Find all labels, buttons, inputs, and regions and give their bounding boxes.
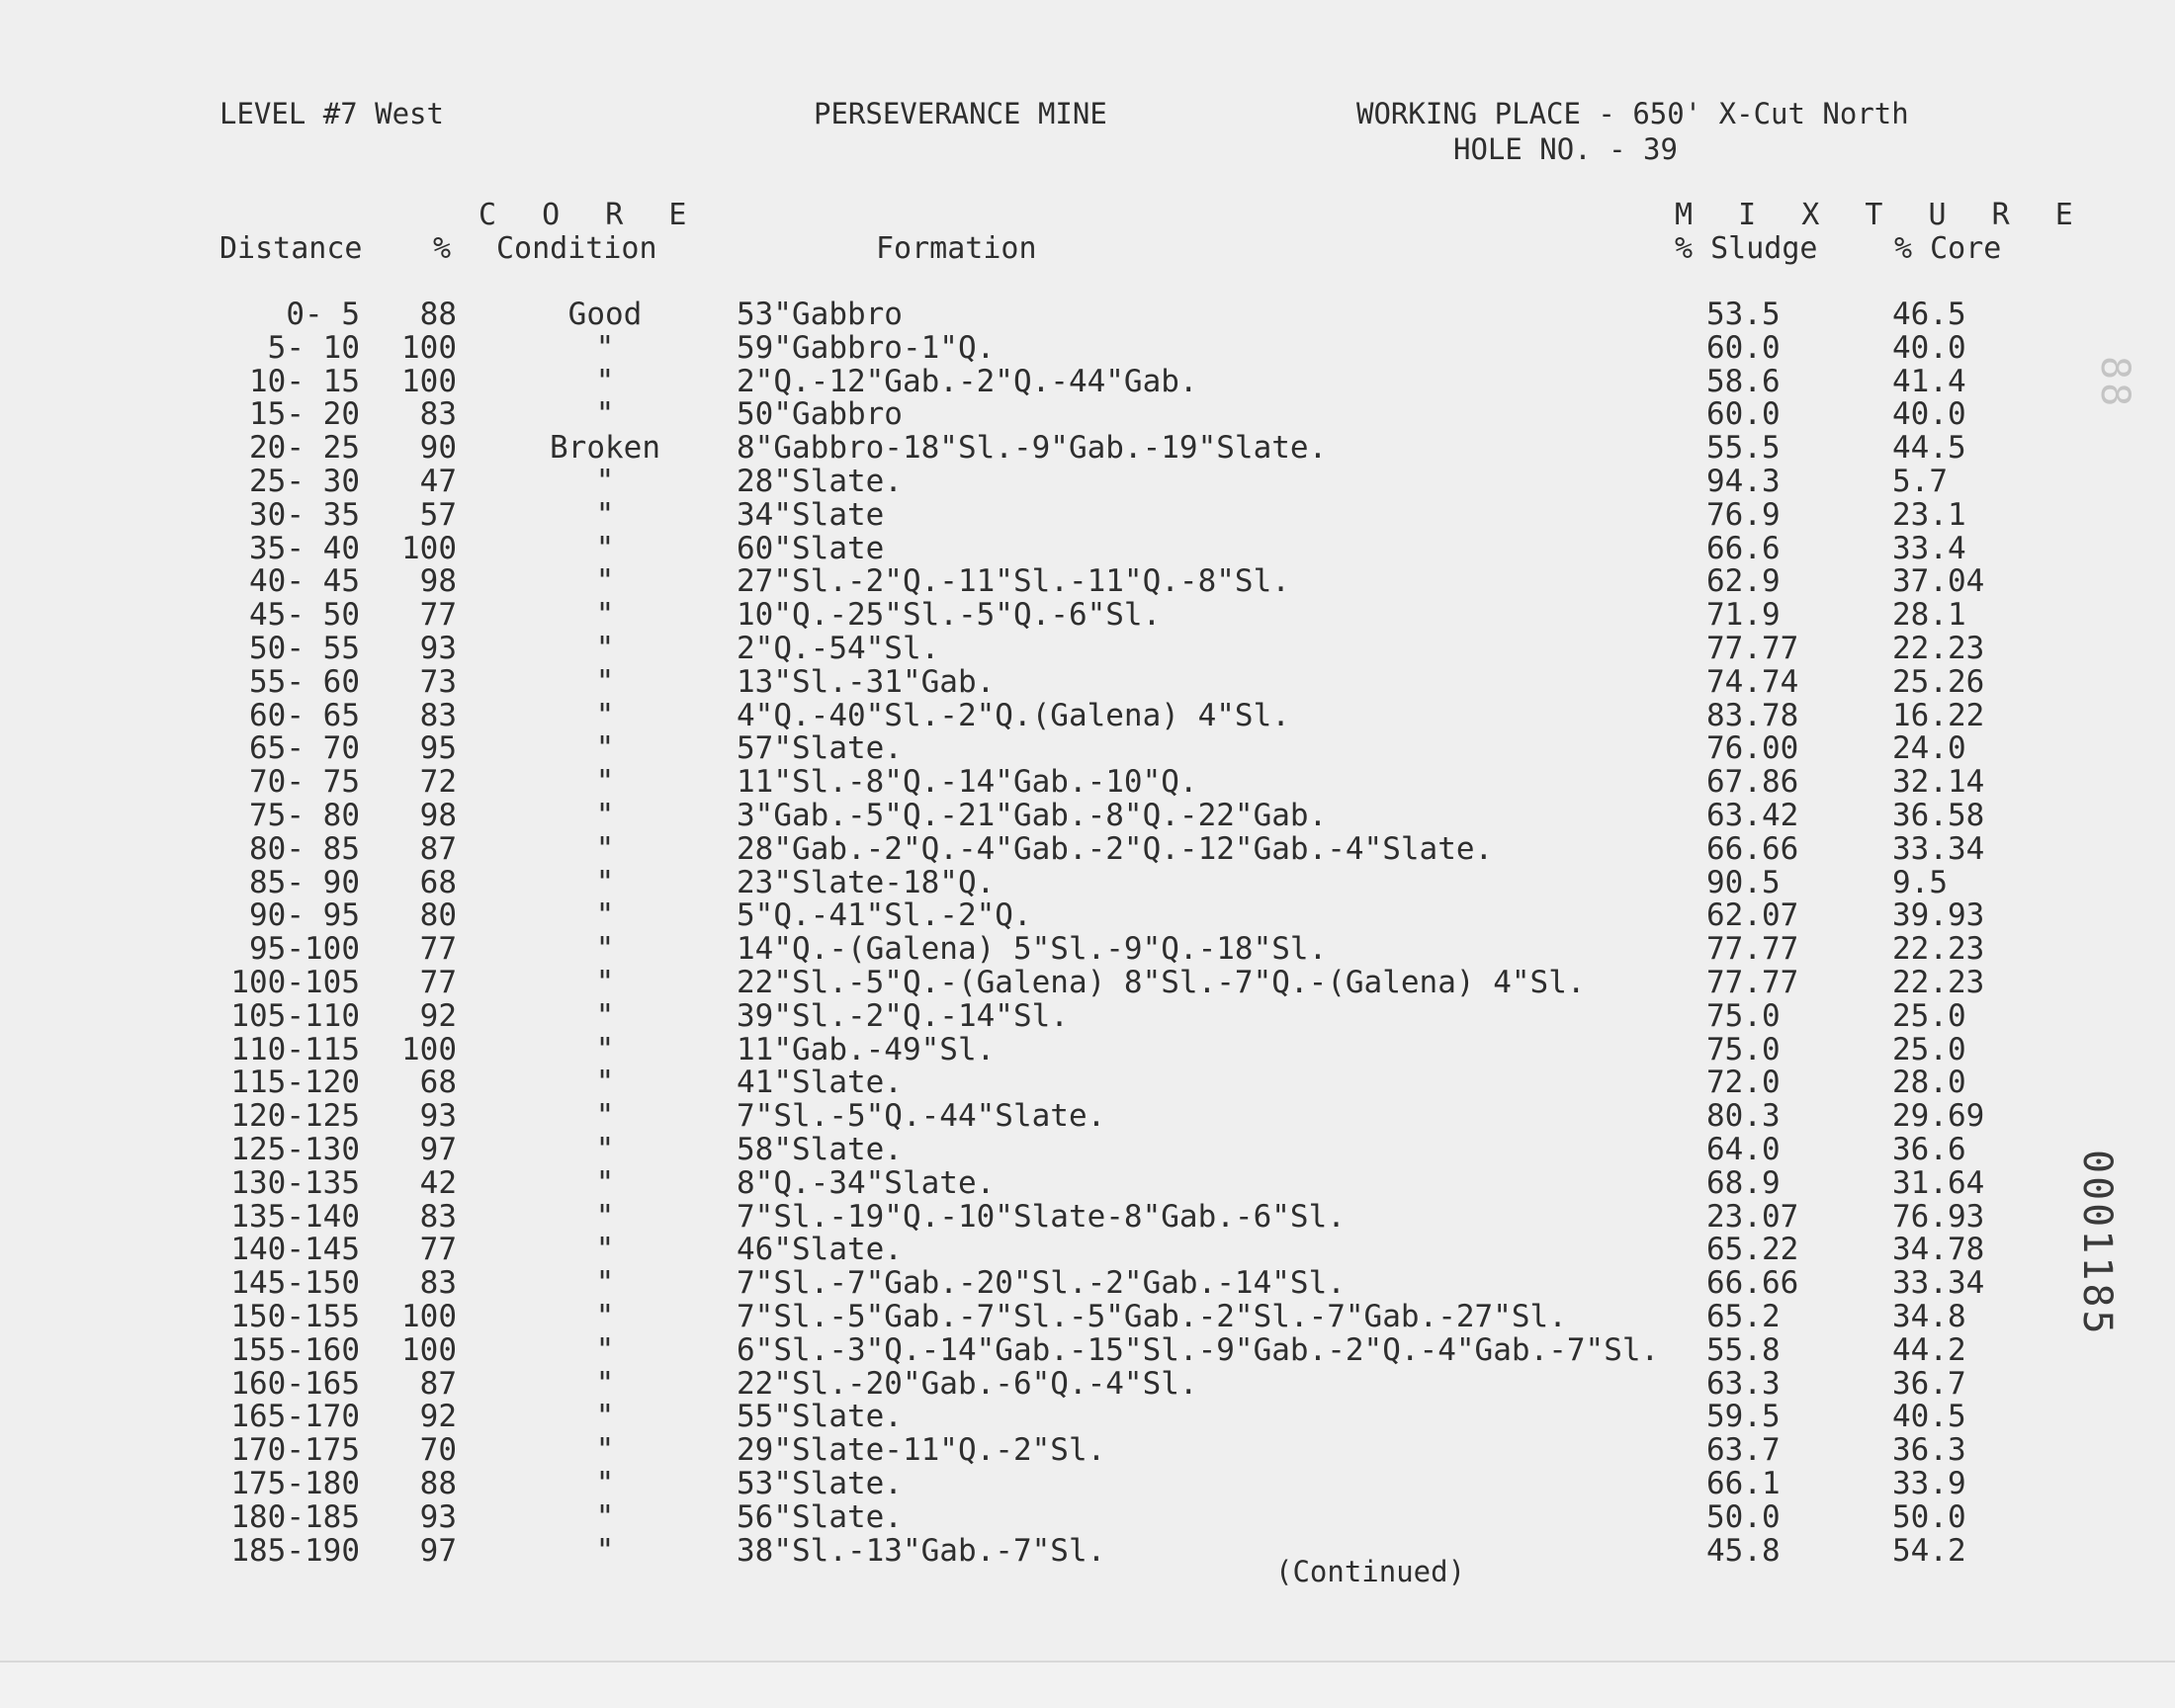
row-formation: 22"Sl.-20"Gab.-6"Q.-4"Sl. xyxy=(737,1365,1198,1402)
row-formation: 7"Sl.-5"Gab.-7"Sl.-5"Gab.-2"Sl.-7"Gab.-27"Sl. xyxy=(737,1299,1567,1334)
row-condition: " xyxy=(595,1198,615,1235)
row-distance: 100-105 xyxy=(230,965,360,1000)
row-sludge-percent: 76.9 xyxy=(1706,496,1781,533)
row-condition: Good xyxy=(567,297,643,332)
row-core-percent: 77 xyxy=(419,931,457,968)
row-condition: " xyxy=(595,730,615,767)
formation-header: Formation xyxy=(876,231,1037,266)
table-row xyxy=(0,531,2175,564)
table-row xyxy=(0,1165,2175,1199)
row-mixture-core-percent: 22.23 xyxy=(1892,631,1985,666)
row-formation: 2"Q.-12"Gab.-2"Q.-44"Gab. xyxy=(737,363,1198,399)
table-row xyxy=(0,1432,2175,1469)
row-mixture-core-percent: 34.78 xyxy=(1892,1232,1985,1268)
row-core-percent: 47 xyxy=(419,464,457,499)
row-distance: 35- 40 xyxy=(249,530,360,566)
row-sludge-percent: 60.0 xyxy=(1706,329,1781,366)
row-core-percent: 93 xyxy=(419,1498,457,1535)
table-row xyxy=(0,965,2175,998)
table-row xyxy=(0,1132,2175,1165)
row-distance: 90- 95 xyxy=(249,897,360,934)
level-label: LEVEL #7 West xyxy=(219,97,444,130)
row-distance: 130-135 xyxy=(230,1164,360,1201)
row-formation: 28"Slate. xyxy=(737,464,903,499)
row-formation: 5"Q.-41"Sl.-2"Q. xyxy=(737,897,1032,934)
row-sludge-percent: 62.9 xyxy=(1706,563,1781,600)
row-distance: 165-170 xyxy=(230,1399,360,1435)
row-distance: 75- 80 xyxy=(249,798,360,833)
row-condition: " xyxy=(595,663,615,700)
row-mixture-core-percent: 32.14 xyxy=(1892,764,1985,801)
row-condition: " xyxy=(595,1065,615,1101)
table-row xyxy=(0,330,2175,364)
row-formation: 50"Gabbro xyxy=(737,396,903,433)
row-formation: 3"Gab.-5"Q.-21"Gab.-8"Q.-22"Gab. xyxy=(737,798,1328,833)
row-core-percent: 83 xyxy=(419,396,457,433)
row-core-percent: 92 xyxy=(419,997,457,1034)
row-formation: 13"Sl.-31"Gab. xyxy=(737,663,996,700)
row-sludge-percent: 72.0 xyxy=(1706,1065,1781,1101)
table-row xyxy=(0,1466,2175,1499)
row-core-percent: 70 xyxy=(419,1432,457,1469)
row-core-percent: 100 xyxy=(401,363,457,399)
row-core-percent: 100 xyxy=(401,329,457,366)
row-distance: 40- 45 xyxy=(249,563,360,600)
document-number-stamp: 0001185 xyxy=(2074,1150,2120,1337)
table-row xyxy=(0,464,2175,497)
row-core-percent: 88 xyxy=(419,297,457,332)
row-condition: " xyxy=(595,1232,615,1268)
row-mixture-core-percent: 9.5 xyxy=(1892,864,1948,900)
row-condition: " xyxy=(595,1164,615,1201)
row-mixture-core-percent: 40.0 xyxy=(1892,396,1966,433)
row-mixture-core-percent: 36.58 xyxy=(1892,798,1985,833)
row-sludge-percent: 65.2 xyxy=(1706,1299,1781,1334)
row-formation: 11"Gab.-49"Sl. xyxy=(737,1031,996,1068)
row-condition: " xyxy=(595,1399,615,1435)
row-core-percent: 93 xyxy=(419,1098,457,1135)
row-sludge-percent: 74.74 xyxy=(1706,663,1799,700)
row-distance: 30- 35 xyxy=(249,496,360,533)
table-row xyxy=(0,1098,2175,1135)
row-condition: " xyxy=(595,830,615,867)
row-core-percent: 100 xyxy=(401,530,457,566)
row-mixture-core-percent: 44.5 xyxy=(1892,430,1966,467)
row-core-percent: 87 xyxy=(419,830,457,867)
row-formation: 39"Sl.-2"Q.-14"Sl. xyxy=(737,997,1069,1034)
hole-number: HOLE NO. - 39 xyxy=(1453,132,1678,166)
row-mixture-core-percent: 25.0 xyxy=(1892,1031,1966,1068)
row-mixture-core-percent: 34.8 xyxy=(1892,1299,1966,1334)
row-mixture-core-percent: 5.7 xyxy=(1892,464,1948,499)
row-core-percent: 88 xyxy=(419,1466,457,1501)
row-formation: 57"Slate. xyxy=(737,730,903,767)
table-row xyxy=(0,597,2175,634)
row-core-percent: 87 xyxy=(419,1365,457,1402)
faint-stamp: 88 xyxy=(2092,356,2137,410)
row-core-percent: 83 xyxy=(419,1265,457,1302)
row-mixture-core-percent: 33.34 xyxy=(1892,830,1985,867)
table-row xyxy=(0,563,2175,600)
table-row xyxy=(0,764,2175,801)
row-condition: " xyxy=(595,1532,615,1569)
row-condition: " xyxy=(595,1299,615,1334)
row-distance: 160-165 xyxy=(230,1365,360,1402)
row-condition: " xyxy=(595,597,615,634)
row-sludge-percent: 94.3 xyxy=(1706,464,1781,499)
table-row xyxy=(0,430,2175,467)
row-sludge-percent: 55.8 xyxy=(1706,1331,1781,1368)
row-mixture-core-percent: 46.5 xyxy=(1892,297,1966,332)
row-mixture-core-percent: 29.69 xyxy=(1892,1098,1985,1135)
row-distance: 125-130 xyxy=(230,1132,360,1167)
table-row xyxy=(0,1232,2175,1268)
table-row xyxy=(0,297,2175,330)
row-core-percent: 68 xyxy=(419,1065,457,1101)
row-core-percent: 100 xyxy=(401,1299,457,1334)
table-row xyxy=(0,831,2175,865)
condition-header: Condition xyxy=(496,231,657,266)
row-mixture-core-percent: 25.0 xyxy=(1892,997,1966,1034)
row-sludge-percent: 68.9 xyxy=(1706,1164,1781,1201)
row-sludge-percent: 75.0 xyxy=(1706,997,1781,1034)
table-row xyxy=(0,1499,2175,1533)
table-row xyxy=(0,364,2175,397)
row-mixture-core-percent: 44.2 xyxy=(1892,1331,1966,1368)
row-mixture-core-percent: 31.64 xyxy=(1892,1164,1985,1201)
table-row xyxy=(0,865,2175,898)
row-condition: " xyxy=(595,329,615,366)
row-mixture-core-percent: 36.3 xyxy=(1892,1432,1966,1469)
row-sludge-percent: 50.0 xyxy=(1706,1498,1781,1535)
row-condition: " xyxy=(595,1466,615,1501)
table-row xyxy=(0,931,2175,968)
row-mixture-core-percent: 33.9 xyxy=(1892,1466,1966,1501)
row-formation: 29"Slate-11"Q.-2"Sl. xyxy=(737,1432,1106,1469)
table-row xyxy=(0,497,2175,531)
row-core-percent: 95 xyxy=(419,730,457,767)
table-row xyxy=(0,998,2175,1032)
row-condition: " xyxy=(595,363,615,399)
row-condition: " xyxy=(595,1432,615,1469)
table-row xyxy=(0,1399,2175,1435)
row-distance: 5- 10 xyxy=(267,329,360,366)
row-sludge-percent: 63.42 xyxy=(1706,798,1799,833)
row-sludge-percent: 66.66 xyxy=(1706,830,1799,867)
row-sludge-percent: 45.8 xyxy=(1706,1532,1781,1569)
row-formation: 14"Q.-(Galena) 5"Sl.-9"Q.-18"Sl. xyxy=(737,931,1328,968)
row-formation: 11"Sl.-8"Q.-14"Gab.-10"Q. xyxy=(737,764,1198,801)
row-sludge-percent: 66.1 xyxy=(1706,1466,1781,1501)
row-distance: 15- 20 xyxy=(249,396,360,433)
row-core-percent: 90 xyxy=(419,430,457,467)
row-formation: 53"Slate. xyxy=(737,1466,903,1501)
row-mixture-core-percent: 36.7 xyxy=(1892,1365,1966,1402)
table-row xyxy=(0,1032,2175,1066)
row-core-percent: 92 xyxy=(419,1399,457,1435)
row-core-percent: 98 xyxy=(419,563,457,600)
row-sludge-percent: 66.66 xyxy=(1706,1265,1799,1302)
row-sludge-percent: 63.7 xyxy=(1706,1432,1781,1469)
row-mixture-core-percent: 41.4 xyxy=(1892,363,1966,399)
row-formation: 38"Sl.-13"Gab.-7"Sl. xyxy=(737,1532,1106,1569)
row-mixture-core-percent: 24.0 xyxy=(1892,730,1966,767)
row-core-percent: 93 xyxy=(419,631,457,666)
row-distance: 95-100 xyxy=(249,931,360,968)
row-sludge-percent: 55.5 xyxy=(1706,430,1781,467)
row-mixture-core-percent: 37.04 xyxy=(1892,563,1985,600)
row-core-percent: 42 xyxy=(419,1164,457,1201)
row-condition: " xyxy=(595,965,615,1000)
row-sludge-percent: 67.86 xyxy=(1706,764,1799,801)
row-mixture-core-percent: 16.22 xyxy=(1892,697,1985,733)
row-condition: " xyxy=(595,1331,615,1368)
row-mixture-core-percent: 33.34 xyxy=(1892,1265,1985,1302)
row-mixture-core-percent: 28.1 xyxy=(1892,597,1966,634)
row-formation: 22"Sl.-5"Q.-(Galena) 8"Sl.-7"Q.-(Galena) 4"Sl. xyxy=(737,965,1586,1000)
row-formation: 23"Slate-18"Q. xyxy=(737,864,996,900)
row-distance: 110-115 xyxy=(230,1031,360,1068)
row-formation: 53"Gabbro xyxy=(737,297,903,332)
row-mixture-core-percent: 23.1 xyxy=(1892,496,1966,533)
row-core-percent: 77 xyxy=(419,1232,457,1268)
row-mixture-core-percent: 22.23 xyxy=(1892,965,1985,1000)
row-formation: 7"Sl.-5"Q.-44"Slate. xyxy=(737,1098,1106,1135)
row-distance: 65- 70 xyxy=(249,730,360,767)
row-formation: 8"Gabbro-18"Sl.-9"Gab.-19"Slate. xyxy=(737,430,1328,467)
row-distance: 115-120 xyxy=(230,1065,360,1101)
row-core-percent: 68 xyxy=(419,864,457,900)
row-distance: 135-140 xyxy=(230,1198,360,1235)
core-group-header: C O R E xyxy=(478,198,701,232)
table-row xyxy=(0,1332,2175,1366)
row-core-percent: 73 xyxy=(419,663,457,700)
table-row xyxy=(0,698,2175,731)
row-distance: 10- 15 xyxy=(249,363,360,399)
table-row xyxy=(0,730,2175,767)
row-condition: Broken xyxy=(550,430,660,467)
table-row xyxy=(0,1366,2175,1400)
row-sludge-percent: 80.3 xyxy=(1706,1098,1781,1135)
row-sludge-percent: 66.6 xyxy=(1706,530,1781,566)
row-distance: 120-125 xyxy=(230,1098,360,1135)
row-formation: 27"Sl.-2"Q.-11"Sl.-11"Q.-8"Sl. xyxy=(737,563,1290,600)
row-condition: " xyxy=(595,464,615,499)
mine-name: PERSEVERANCE MINE xyxy=(814,97,1107,130)
row-core-percent: 72 xyxy=(419,764,457,801)
row-condition: " xyxy=(595,1098,615,1135)
row-mixture-core-percent: 22.23 xyxy=(1892,931,1985,968)
row-sludge-percent: 60.0 xyxy=(1706,396,1781,433)
row-mixture-core-percent: 39.93 xyxy=(1892,897,1985,934)
row-core-percent: 80 xyxy=(419,897,457,934)
row-distance: 145-150 xyxy=(230,1265,360,1302)
row-distance: 155-160 xyxy=(230,1331,360,1368)
row-core-percent: 97 xyxy=(419,1132,457,1167)
row-distance: 45- 50 xyxy=(249,597,360,634)
row-condition: " xyxy=(595,798,615,833)
row-sludge-percent: 77.77 xyxy=(1706,965,1799,1000)
mixture-group-header: M I X T U R E xyxy=(1675,198,2087,232)
row-distance: 175-180 xyxy=(230,1466,360,1501)
row-formation: 34"Slate xyxy=(737,496,885,533)
row-condition: " xyxy=(595,563,615,600)
row-sludge-percent: 62.07 xyxy=(1706,897,1799,934)
row-core-percent: 77 xyxy=(419,965,457,1000)
row-distance: 105-110 xyxy=(230,997,360,1034)
row-sludge-percent: 59.5 xyxy=(1706,1399,1781,1435)
row-condition: " xyxy=(595,496,615,533)
row-distance: 170-175 xyxy=(230,1432,360,1469)
row-condition: " xyxy=(595,1498,615,1535)
working-place: WORKING PLACE - 650' X-Cut North xyxy=(1356,97,1909,130)
table-row xyxy=(0,396,2175,433)
row-sludge-percent: 77.77 xyxy=(1706,931,1799,968)
row-formation: 59"Gabbro-1"Q. xyxy=(737,329,996,366)
table-row xyxy=(0,1065,2175,1101)
row-formation: 41"Slate. xyxy=(737,1065,903,1101)
row-distance: 20- 25 xyxy=(249,430,360,467)
table-row xyxy=(0,664,2175,698)
row-formation: 28"Gab.-2"Q.-4"Gab.-2"Q.-12"Gab.-4"Slate. xyxy=(737,830,1494,867)
row-mixture-core-percent: 76.93 xyxy=(1892,1198,1985,1235)
row-distance: 80- 85 xyxy=(249,830,360,867)
row-core-percent: 83 xyxy=(419,1198,457,1235)
row-condition: " xyxy=(595,530,615,566)
row-mixture-core-percent: 33.4 xyxy=(1892,530,1966,566)
continued-note: (Continued) xyxy=(1275,1555,1466,1588)
row-sludge-percent: 58.6 xyxy=(1706,363,1781,399)
row-distance: 180-185 xyxy=(230,1498,360,1535)
row-formation: 55"Slate. xyxy=(737,1399,903,1435)
row-condition: " xyxy=(595,396,615,433)
row-distance: 55- 60 xyxy=(249,663,360,700)
row-sludge-percent: 83.78 xyxy=(1706,697,1799,733)
table-row xyxy=(0,631,2175,664)
row-formation: 8"Q.-34"Slate. xyxy=(737,1164,996,1201)
row-sludge-percent: 65.22 xyxy=(1706,1232,1799,1268)
row-sludge-percent: 76.00 xyxy=(1706,730,1799,767)
row-core-percent: 100 xyxy=(401,1031,457,1068)
row-mixture-core-percent: 25.26 xyxy=(1892,663,1985,700)
row-formation: 46"Slate. xyxy=(737,1232,903,1268)
row-mixture-core-percent: 36.6 xyxy=(1892,1132,1966,1167)
row-distance: 185-190 xyxy=(230,1532,360,1569)
row-sludge-percent: 63.3 xyxy=(1706,1365,1781,1402)
row-distance: 50- 55 xyxy=(249,631,360,666)
row-formation: 4"Q.-40"Sl.-2"Q.(Galena) 4"Sl. xyxy=(737,697,1290,733)
sludge-header: % Sludge xyxy=(1675,231,1818,266)
row-formation: 58"Slate. xyxy=(737,1132,903,1167)
row-sludge-percent: 90.5 xyxy=(1706,864,1781,900)
row-sludge-percent: 77.77 xyxy=(1706,631,1799,666)
row-core-percent: 83 xyxy=(419,697,457,733)
row-formation: 56"Slate. xyxy=(737,1498,903,1535)
percent-header: % xyxy=(433,231,452,266)
table-row xyxy=(0,897,2175,934)
distance-header: Distance xyxy=(219,231,363,266)
row-condition: " xyxy=(595,764,615,801)
row-formation: 60"Slate xyxy=(737,530,885,566)
row-condition: " xyxy=(595,697,615,733)
row-mixture-core-percent: 54.2 xyxy=(1892,1532,1966,1569)
row-formation: 7"Sl.-7"Gab.-20"Sl.-2"Gab.-14"Sl. xyxy=(737,1265,1346,1302)
row-mixture-core-percent: 40.5 xyxy=(1892,1399,1966,1435)
row-condition: " xyxy=(595,931,615,968)
row-condition: " xyxy=(595,864,615,900)
row-core-percent: 77 xyxy=(419,597,457,634)
row-condition: " xyxy=(595,897,615,934)
table-row xyxy=(0,1265,2175,1302)
row-mixture-core-percent: 40.0 xyxy=(1892,329,1966,366)
row-mixture-core-percent: 50.0 xyxy=(1892,1498,1966,1535)
row-condition: " xyxy=(595,1132,615,1167)
row-sludge-percent: 23.07 xyxy=(1706,1198,1799,1235)
row-formation: 10"Q.-25"Sl.-5"Q.-6"Sl. xyxy=(737,597,1162,634)
row-distance: 60- 65 xyxy=(249,697,360,733)
row-sludge-percent: 64.0 xyxy=(1706,1132,1781,1167)
row-core-percent: 97 xyxy=(419,1532,457,1569)
table-row xyxy=(0,1533,2175,1567)
row-distance: 25- 30 xyxy=(249,464,360,499)
row-distance: 85- 90 xyxy=(249,864,360,900)
row-formation: 7"Sl.-19"Q.-10"Slate-8"Gab.-6"Sl. xyxy=(737,1198,1346,1235)
row-condition: " xyxy=(595,1265,615,1302)
row-sludge-percent: 75.0 xyxy=(1706,1031,1781,1068)
row-core-percent: 98 xyxy=(419,798,457,833)
row-core-percent: 100 xyxy=(401,1331,457,1368)
table-row xyxy=(0,798,2175,831)
row-formation: 2"Q.-54"Sl. xyxy=(737,631,940,666)
row-distance: 140-145 xyxy=(230,1232,360,1268)
row-distance: 70- 75 xyxy=(249,764,360,801)
row-distance: 0- 5 xyxy=(286,297,360,332)
row-sludge-percent: 53.5 xyxy=(1706,297,1781,332)
row-condition: " xyxy=(595,997,615,1034)
row-sludge-percent: 71.9 xyxy=(1706,597,1781,634)
table-row xyxy=(0,1299,2175,1332)
core-percent-header: % Core xyxy=(1894,231,2002,266)
row-distance: 150-155 xyxy=(230,1299,360,1334)
row-condition: " xyxy=(595,1031,615,1068)
table-row xyxy=(0,1199,2175,1233)
row-condition: " xyxy=(595,631,615,666)
row-condition: " xyxy=(595,1365,615,1402)
row-mixture-core-percent: 28.0 xyxy=(1892,1065,1966,1101)
row-core-percent: 57 xyxy=(419,496,457,533)
row-formation: 6"Sl.-3"Q.-14"Gab.-15"Sl.-9"Gab.-2"Q.-4"Gab.-7"Sl. xyxy=(737,1331,1660,1368)
